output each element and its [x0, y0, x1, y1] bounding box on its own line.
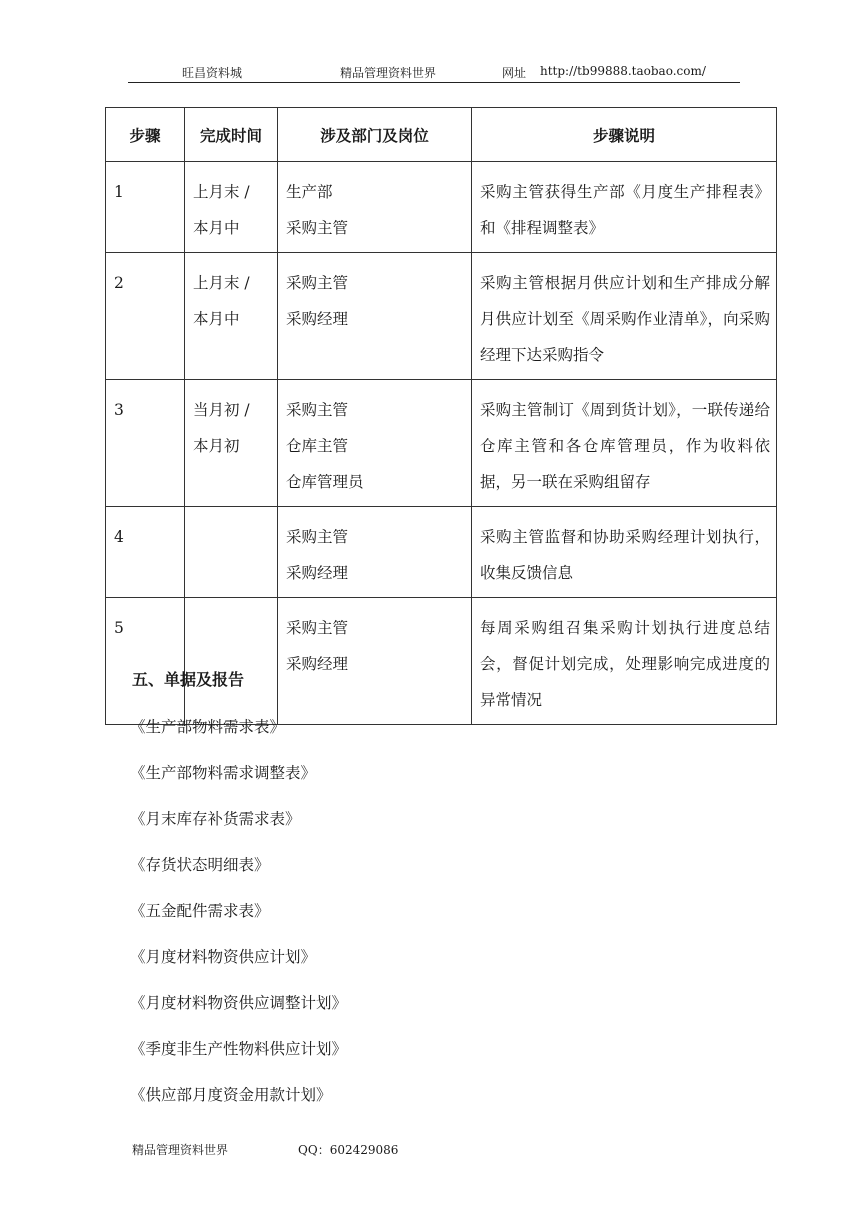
department: 采购经理 — [286, 655, 349, 673]
column-header-departments: 涉及部门及岗位 — [278, 108, 472, 162]
column-header-time: 完成时间 — [185, 108, 278, 162]
list-item: 《存货状态明细表》 — [130, 856, 270, 874]
header-title: 精品管理资料世界 — [340, 66, 437, 80]
department: 采购主管 — [286, 274, 349, 292]
footer-qq-number: 602429086 — [329, 1143, 399, 1157]
step-number: 3 — [114, 401, 124, 419]
list-item: 《季度非生产性物料供应计划》 — [130, 1040, 348, 1058]
footer-site-name: 精品管理资料世界 — [132, 1143, 229, 1157]
department: 采购经理 — [286, 564, 349, 582]
header-url-label: 网址 — [502, 66, 527, 80]
time-end: 本月初 — [193, 437, 240, 455]
list-item: 《生产部物料需求表》 — [130, 718, 286, 736]
step-number: 2 — [114, 274, 124, 292]
list-item: 《月度材料物资供应计划》 — [130, 948, 317, 966]
section-title: 五、单据及报告 — [132, 670, 245, 689]
time-end: 本月中 — [193, 219, 240, 237]
step-description: 采购主管获得生产部《月度生产排程表》和《排程调整表》 — [480, 183, 770, 237]
step-description: 采购主管监督和协助采购经理计划执行，收集反馈信息 — [480, 528, 770, 582]
department: 采购经理 — [286, 310, 349, 328]
report-list — [130, 704, 347, 1118]
list-item: 《月末库存补货需求表》 — [130, 810, 301, 828]
procedure-table — [105, 107, 777, 725]
department: 采购主管 — [286, 219, 349, 237]
step-description: 每周采购组召集采购计划执行进度总结会，督促计划完成，处理影响完成进度的异常情况 — [480, 619, 770, 709]
step-description: 采购主管根据月供应计划和生产排成分解月供应计划至《周采购作业清单》，向采购经理下达采购指令 — [480, 274, 770, 364]
table-row — [106, 162, 777, 253]
department: 仓库主管 — [286, 437, 349, 455]
header-site-name: 旺昌资料城 — [182, 66, 243, 80]
table-row — [106, 380, 777, 507]
list-item: 《生产部物料需求调整表》 — [130, 764, 317, 782]
department: 仓库管理员 — [286, 473, 364, 491]
department: 采购主管 — [286, 528, 349, 546]
page-footer — [132, 1141, 398, 1158]
time-start: 上月末 / — [193, 183, 250, 201]
list-item: 《供应部月度资金用款计划》 — [130, 1086, 332, 1104]
table-row — [106, 507, 777, 598]
header-url-link[interactable]: http://tb99888.taobao.com/ — [540, 64, 706, 78]
time-start: 上月末 / — [193, 274, 250, 292]
department: 生产部 — [286, 183, 333, 201]
step-number: 1 — [114, 183, 124, 201]
time-start: 当月初 / — [193, 401, 250, 419]
list-item: 《五金配件需求表》 — [130, 902, 270, 920]
department: 采购主管 — [286, 401, 349, 419]
page-header — [128, 62, 740, 83]
department: 采购主管 — [286, 619, 349, 637]
step-number: 5 — [114, 619, 124, 637]
column-header-step: 步骤 — [106, 108, 185, 162]
table-row — [106, 253, 777, 380]
table-header-row — [106, 108, 777, 162]
time-end: 本月中 — [193, 310, 240, 328]
step-description: 采购主管制订《周到货计划》，一联传递给仓库主管和各仓库管理员，作为收料依据，另一联在采购组留存 — [480, 401, 770, 491]
list-item: 《月度材料物资供应调整计划》 — [130, 994, 348, 1012]
footer-qq-label: QQ： — [298, 1143, 330, 1157]
step-number: 4 — [114, 528, 124, 546]
column-header-description: 步骤说明 — [472, 108, 777, 162]
